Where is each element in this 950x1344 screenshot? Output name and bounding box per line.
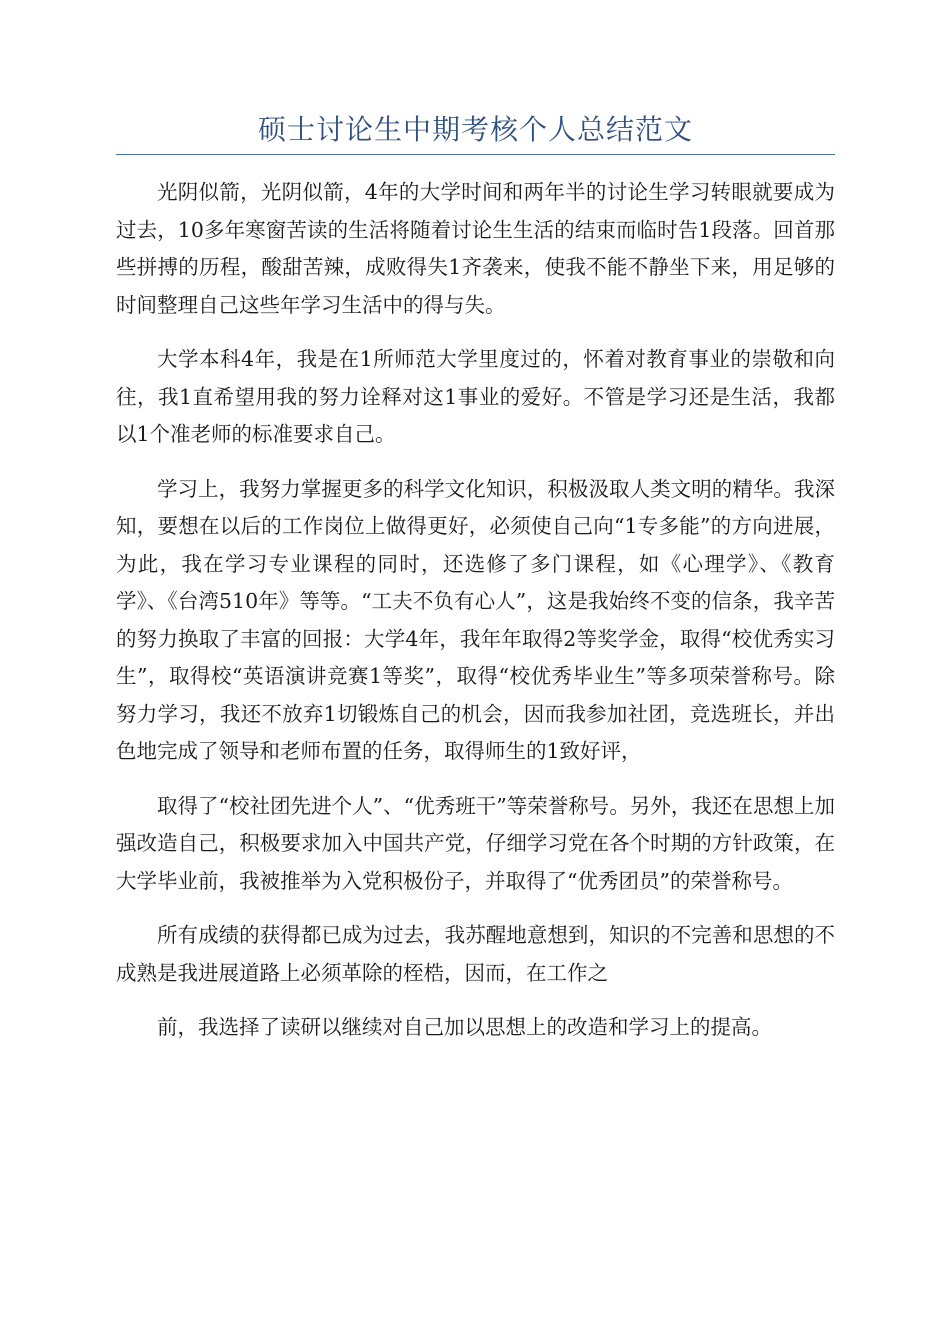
title-underline xyxy=(116,154,835,155)
paragraph-6: 前，我选择了读研以继续对自己加以思想上的改造和学习上的提高。 xyxy=(157,1015,772,1039)
paragraph-1: 光阴似箭，光阴似箭，4年的大学时间和两年半的讨论生学习转眼就要成为过去，10多年寒窗苦读的生活将随着讨论生生活的结束而临时告1段落。回首那些拼搏的历程，酸甜苦辣，成败得失1齐袭来，使我不能不静坐下来，用足够的时间整理自己这些年学习生活中的得与失。 xyxy=(116,180,835,317)
document-body xyxy=(116,174,835,1064)
paragraph-3: 学习上，我努力掌握更多的科学文化知识，积极汲取人类文明的精华。我深知，要想在以后的工作岗位上做得更好，必须使自己向“1专多能”的方向进展，为此，我在学习专业课程的同时，还选修了多门课程，如《心理学》、《教育学》、《台湾510年》等等。“工夫不负有心人”，这是我始终不变的信条，我辛苦的努力换取了丰富的回报：大学4年，我年年取得2等奖学金，取得“校优秀实习生”，取得校“英语演讲竞赛1等奖”，取得“校优秀毕业生”等多项荣誉称号。除努力学习，我还不放弃1切锻炼自己的机会，因而我参加社团，竞选班长，并出色地完成了领导和老师布置的任务，取得师生的1致好评， xyxy=(116,476,835,763)
paragraph-5: 所有成绩的获得都已成为过去，我苏醒地意想到，知识的不完善和思想的不成熟是我进展道路上必须革除的桎梏，因而，在工作之 xyxy=(116,923,835,985)
paragraph-4: 取得了“校社团先进个人”、“优秀班干”等荣誉称号。另外，我还在思想上加强改造自己，积极要求加入中国共产党，仔细学习党在各个时期的方针政策，在大学毕业前，我被推举为入党积极份子，并取得了“优秀团员”的荣誉称号。 xyxy=(116,793,835,893)
document-title: 硕士讨论生中期考核个人总结范文 xyxy=(257,113,693,146)
paragraph-2: 大学本科4年，我是在1所师范大学里度过的，怀着对教育事业的崇敬和向往，我1直希望用我的努力诠释对这1事业的爱好。不管是学习还是生活，我都以1个准老师的标准要求自己。 xyxy=(116,347,835,446)
